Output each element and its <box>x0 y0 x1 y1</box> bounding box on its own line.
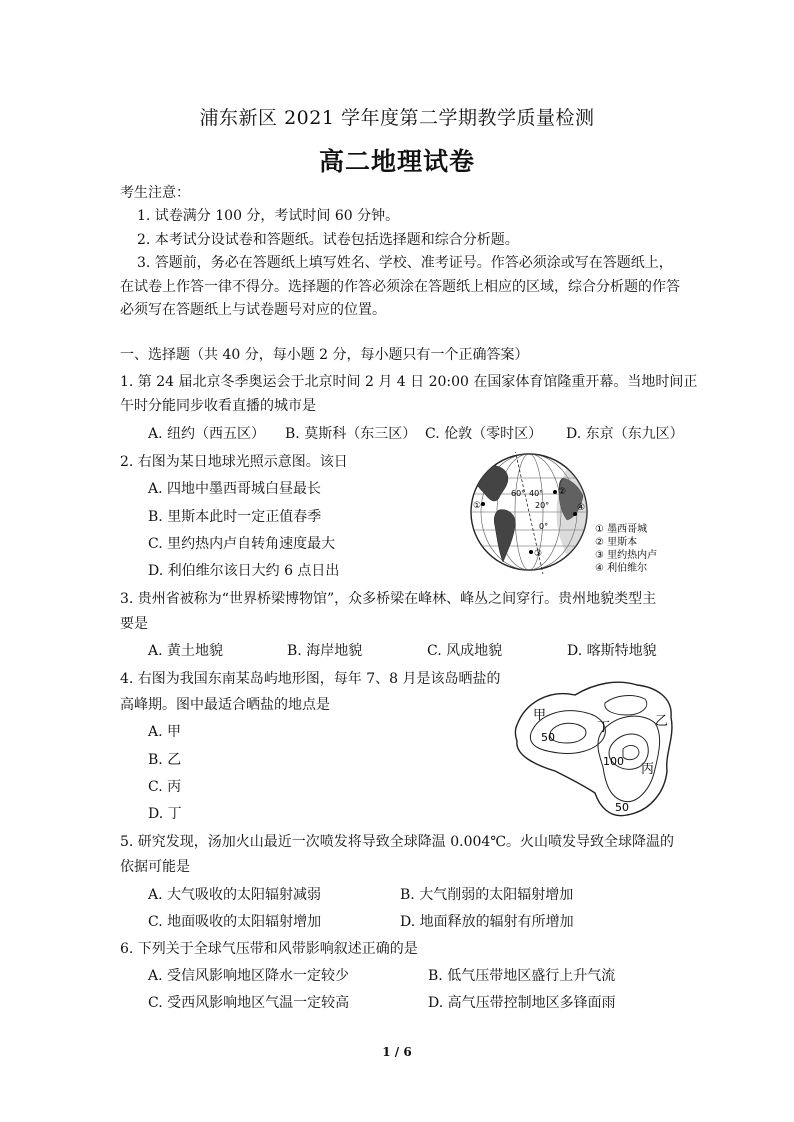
q4-option-c: C. 丙 <box>148 779 182 795</box>
q3-stem-line1: 3. 贵州省被称为“世界桥梁博物馆”，众多桥梁在峰林、峰丛之间穿行。贵州地貌类型主 <box>120 591 657 607</box>
exam-subtitle: 高二地理试卷 <box>318 147 475 176</box>
q6-option-d: D. 高气压带控制地区多锋面雨 <box>428 995 616 1011</box>
marker-3: ③ <box>534 549 543 559</box>
q3-option-c: C. 风成地貌 <box>427 643 503 659</box>
q2-option-b: B. 里斯本此时一定正值春季 <box>148 509 322 525</box>
marker-dot-2 <box>553 490 557 494</box>
q6-option-a: A. 受信风影响地区降水一定较少 <box>148 968 350 984</box>
q3-stem-line2: 要是 <box>120 616 148 632</box>
notice-item-1: 1. 试卷满分 100 分，考试时间 60 分钟。 <box>137 208 400 224</box>
section-heading: 一、选择题（共 40 分，每小题 2 分，每小题只有一个正确答案） <box>120 347 529 363</box>
q5-stem-line2: 依据可能是 <box>120 859 190 875</box>
notice-item-3-cont-2: 必须写在答题纸上与试卷题号对应的位置。 <box>120 302 386 318</box>
place-ding: 丁 <box>597 720 611 735</box>
globe-illumination-figure <box>455 452 695 582</box>
notice-item-3-cont-1: 在试卷上作答一律不得分。选择题的作答必须涂在答题纸上相应的区域，综合分析题的作答 <box>120 279 680 295</box>
q6-option-c: C. 受西风影响地区气温一定较高 <box>148 995 350 1011</box>
q5-option-b: B. 大气削弱的太阳辐射增加 <box>400 887 574 903</box>
marker-2: ② <box>558 487 567 497</box>
q5-option-a: A. 大气吸收的太阳辐射减弱 <box>148 887 322 903</box>
q2-option-a: A. 四地中墨西哥城白昼最长 <box>148 481 322 497</box>
marker-dot-1 <box>481 502 485 506</box>
lat-label-0: 0° <box>539 522 549 531</box>
notice-heading: 考生注意： <box>120 185 190 201</box>
q4-stem-line2: 高峰期。图中最适合晒盐的地点是 <box>120 697 330 713</box>
lat-label-40: 40° <box>529 489 544 498</box>
contour-label-50-west: 50 <box>541 731 555 744</box>
q3-option-b: B. 海岸地貌 <box>287 643 363 659</box>
marker-dot-3 <box>529 550 533 554</box>
marker-4: ④ <box>577 503 586 513</box>
place-yi: 乙 <box>655 714 669 729</box>
lat-label-20: 20° <box>535 501 550 510</box>
q4-option-d: D. 丁 <box>148 806 182 822</box>
lat-label-60: 60° <box>511 489 526 498</box>
legend-rio: ③ 里约热内卢 <box>595 550 658 561</box>
legend-lisbon: ② 里斯本 <box>595 537 638 548</box>
q1-stem-line2: 午时分能同步收看直播的城市是 <box>120 398 316 414</box>
q1-option-b: B. 莫斯科（东三区） <box>285 426 417 442</box>
q5-option-d: D. 地面释放的辐射有所增加 <box>400 914 574 930</box>
notice-item-3: 3. 答题前，务必在答题纸上填写姓名、学校、准考证号。作答必须涂或写在答题纸上， <box>137 255 673 271</box>
q2-option-c: C. 里约热内卢自转角速度最大 <box>148 536 336 552</box>
legend-mexico-city: ① 墨西哥城 <box>595 524 648 535</box>
q5-stem-line1: 5. 研究发现，汤加火山最近一次喷发将导致全球降温 0.004℃。火山喷发导致全球降温的 <box>120 834 674 850</box>
contour-label-50-south: 50 <box>615 801 629 814</box>
legend-libreville: ④ 利伯维尔 <box>595 563 648 574</box>
q3-option-a: A. 黄土地貌 <box>148 643 224 659</box>
contour-label-100: 100 <box>603 755 624 768</box>
notice-item-2: 2. 本考试分设试卷和答题纸。试卷包括选择题和综合分析题。 <box>137 232 519 248</box>
q1-stem-line1: 1. 第 24 届北京冬季奥运会于北京时间 2 月 4 日 20:00 在国家体育馆隆重开幕。当地时间正 <box>120 374 698 390</box>
q2-stem: 2. 右图为某日地球光照示意图。该日 <box>120 454 348 470</box>
q4-option-b: B. 乙 <box>148 752 182 768</box>
q6-option-b: B. 低气压带地区盛行上升气流 <box>428 968 616 984</box>
q6-stem: 6. 下列关于全球气压带和风带影响叙述正确的是 <box>120 941 418 957</box>
q4-option-a: A. 甲 <box>148 724 182 740</box>
place-bing: 丙 <box>641 762 655 777</box>
q1-option-c: C. 伦敦（零时区） <box>425 426 543 442</box>
exam-title: 浦东新区 2021 学年度第二学期教学质量检测 <box>199 107 595 129</box>
q2-option-d: D. 利伯维尔该日大约 6 点日出 <box>148 563 340 579</box>
page-number: 1 / 6 <box>382 1045 412 1059</box>
q3-option-d: D. 喀斯特地貌 <box>567 643 657 659</box>
q1-option-a: A. 纽约（西五区） <box>148 426 266 442</box>
q1-option-d: D. 东京（东九区） <box>566 426 684 442</box>
place-jia: 甲 <box>533 708 547 723</box>
q5-option-c: C. 地面吸收的太阳辐射增加 <box>148 914 322 930</box>
marker-1: ① <box>473 501 482 511</box>
island-topographic-map <box>505 673 680 823</box>
q4-stem-line1: 4. 右图为我国东南某岛屿地形图，每年 7、8 月是该岛晒盐的 <box>120 671 501 687</box>
